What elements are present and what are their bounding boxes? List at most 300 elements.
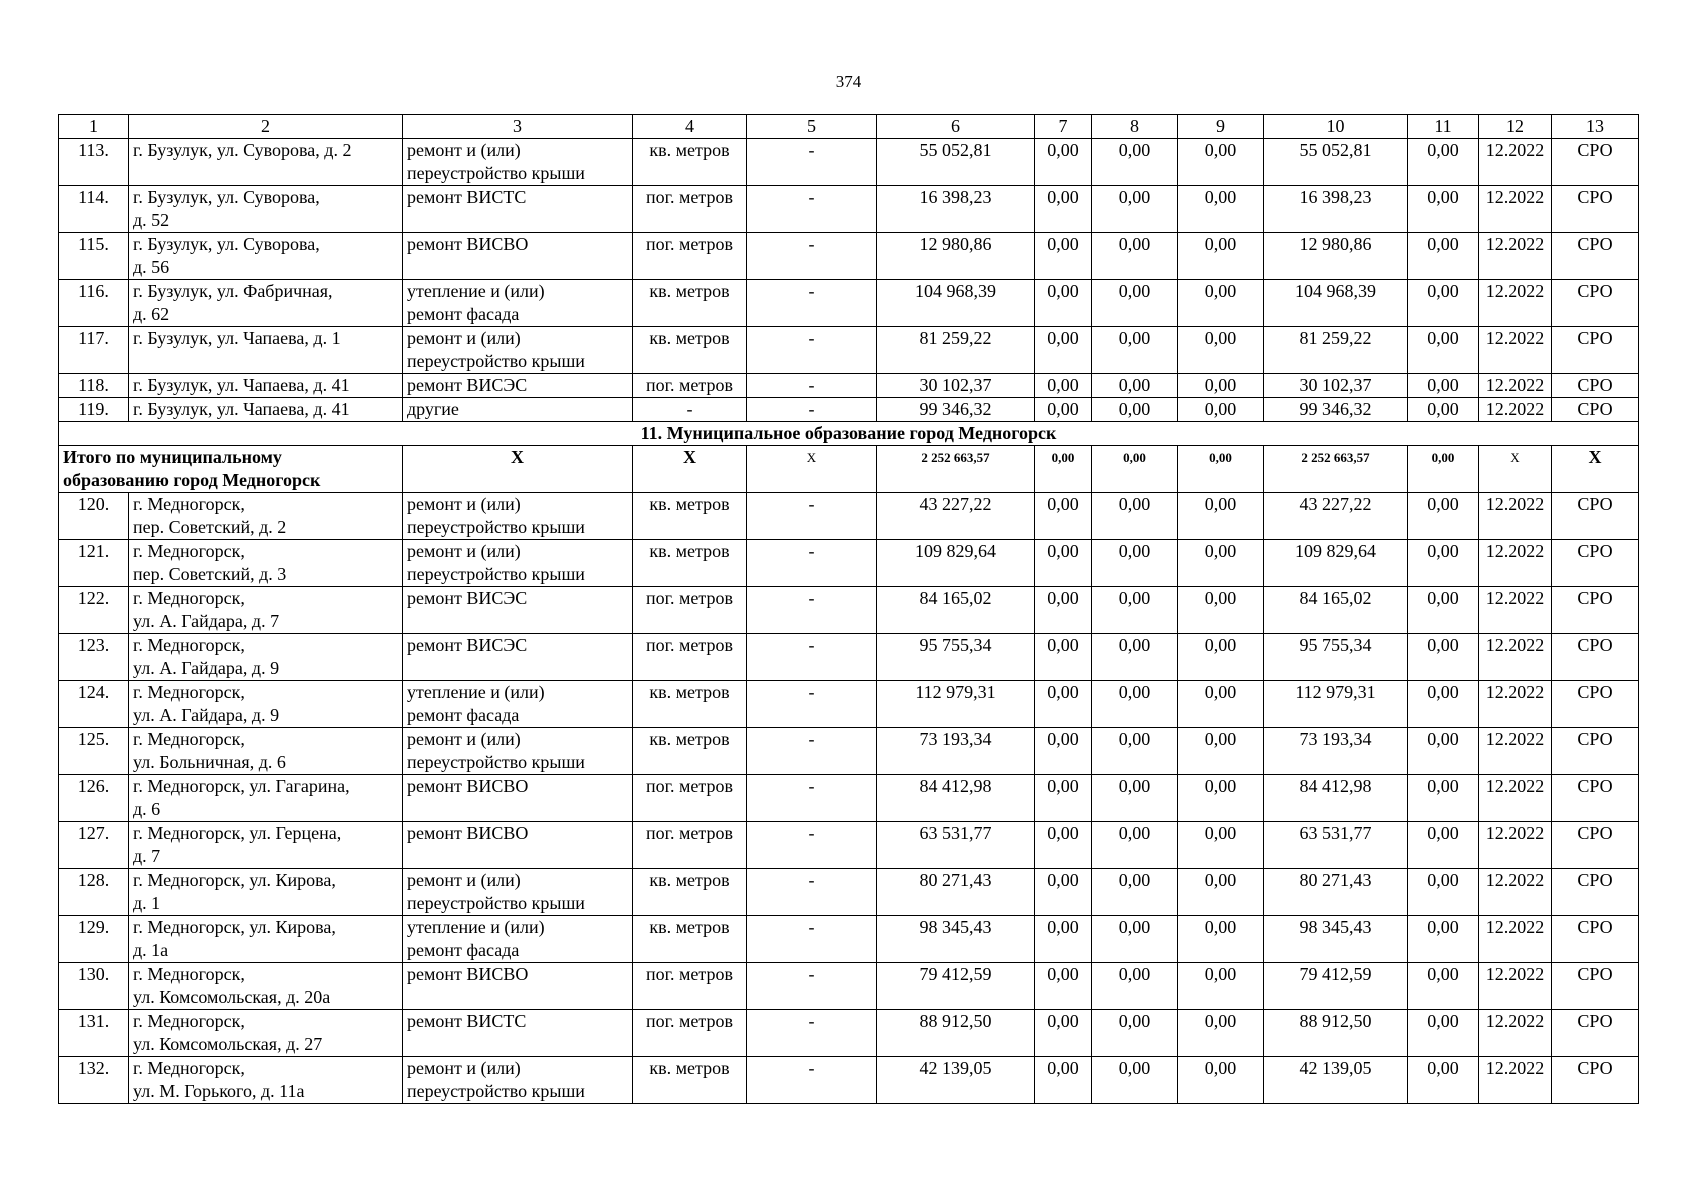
method-cell: СРО	[1552, 1010, 1639, 1057]
table-row	[59, 493, 1639, 540]
header-cell: 5	[747, 115, 877, 139]
unit-cell: пог. метров	[633, 587, 747, 634]
address-cell	[129, 916, 403, 963]
date-cell: 12.2022	[1479, 374, 1552, 398]
address-cell-line: ул. Комсомольская, д. 27	[133, 1034, 323, 1054]
col5-cell: -	[747, 327, 877, 374]
col7-cell: 0,00	[1035, 493, 1092, 540]
date-cell: 12.2022	[1479, 681, 1552, 728]
work-type-cell-line: утепление и (или)	[407, 281, 545, 301]
col7-cell: 0,00	[1035, 916, 1092, 963]
header-cell: 12	[1479, 115, 1552, 139]
col9-cell: 0,00	[1178, 1057, 1264, 1104]
address-cell-line: г. Медногорск, ул. Кирова,	[133, 917, 336, 937]
header-cell: 8	[1092, 115, 1178, 139]
cost-total-cell: 81 259,22	[877, 327, 1035, 374]
method-cell: СРО	[1552, 634, 1639, 681]
work-type-cell-line: переустройство крыши	[407, 564, 585, 584]
method-cell: СРО	[1552, 1057, 1639, 1104]
col8-cell: 0,00	[1092, 681, 1178, 728]
method-cell: СРО	[1552, 822, 1639, 869]
col9-cell: 0,00	[1178, 398, 1264, 422]
row-number: 125.	[59, 728, 129, 775]
cost-fund-cell: 95 755,34	[1264, 634, 1408, 681]
unit-cell: кв. метров	[633, 139, 747, 186]
work-type-cell	[403, 681, 633, 728]
page-number: 374	[835, 72, 862, 91]
address-cell	[129, 327, 403, 374]
address-cell-line: ул. М. Горького, д. 11а	[133, 1081, 305, 1101]
work-type-cell-line: переустройство крыши	[407, 163, 585, 183]
col5-cell: -	[747, 233, 877, 280]
address-cell	[129, 493, 403, 540]
table-row	[59, 398, 1639, 422]
col5-cell: -	[747, 634, 877, 681]
address-cell-line: г. Бузулук, ул. Суворова,	[133, 187, 320, 207]
cost-fund-cell: 98 345,43	[1264, 916, 1408, 963]
table-row	[59, 775, 1639, 822]
date-cell: 12.2022	[1479, 587, 1552, 634]
col11-cell: 0,00	[1408, 327, 1479, 374]
col7-cell: 0,00	[1035, 634, 1092, 681]
work-type-cell	[403, 374, 633, 398]
unit-cell: кв. метров	[633, 540, 747, 587]
work-type-cell-line: ремонт и (или)	[407, 729, 521, 749]
row-number: 115.	[59, 233, 129, 280]
unit-cell: кв. метров	[633, 681, 747, 728]
method-cell: СРО	[1552, 916, 1639, 963]
program-table	[58, 114, 1639, 1104]
col11-cell: 0,00	[1408, 775, 1479, 822]
work-type-cell-line: ремонт ВИСЭС	[407, 588, 528, 608]
row-number: 129.	[59, 916, 129, 963]
work-type-cell	[403, 233, 633, 280]
row-number: 118.	[59, 374, 129, 398]
total-col7: 0,00	[1035, 446, 1092, 493]
work-type-cell	[403, 634, 633, 681]
col11-cell: 0,00	[1408, 916, 1479, 963]
work-type-cell-line: ремонт фасада	[407, 304, 520, 324]
cost-fund-cell: 99 346,32	[1264, 398, 1408, 422]
address-cell	[129, 963, 403, 1010]
cost-fund-cell: 30 102,37	[1264, 374, 1408, 398]
col9-cell: 0,00	[1178, 280, 1264, 327]
cost-total-cell: 42 139,05	[877, 1057, 1035, 1104]
work-type-cell-line: ремонт и (или)	[407, 494, 521, 514]
work-type-cell-line: ремонт ВИСТС	[407, 1011, 527, 1031]
row-number: 127.	[59, 822, 129, 869]
table-row	[59, 1010, 1639, 1057]
work-type-cell-line: ремонт и (или)	[407, 541, 521, 561]
col9-cell: 0,00	[1178, 327, 1264, 374]
row-number: 122.	[59, 587, 129, 634]
table-row	[59, 916, 1639, 963]
col5-cell: -	[747, 540, 877, 587]
col5-cell: -	[747, 869, 877, 916]
address-cell-line: д. 7	[133, 846, 161, 866]
work-type-cell-line: другие	[407, 399, 459, 419]
col7-cell: 0,00	[1035, 540, 1092, 587]
table-row	[59, 822, 1639, 869]
total-col6: 2 252 663,57	[877, 446, 1035, 493]
col9-cell: 0,00	[1178, 186, 1264, 233]
row-number: 126.	[59, 775, 129, 822]
total-row	[59, 446, 1639, 493]
address-cell-line: д. 62	[133, 304, 170, 324]
header-cell: 9	[1178, 115, 1264, 139]
cost-fund-cell: 81 259,22	[1264, 327, 1408, 374]
address-cell	[129, 869, 403, 916]
table-row	[59, 186, 1639, 233]
col9-cell: 0,00	[1178, 822, 1264, 869]
table-row	[59, 540, 1639, 587]
row-number: 113.	[59, 139, 129, 186]
col7-cell: 0,00	[1035, 327, 1092, 374]
work-type-cell	[403, 139, 633, 186]
address-cell	[129, 540, 403, 587]
method-cell: СРО	[1552, 327, 1639, 374]
total-label-line: Итого по муниципальному	[63, 447, 282, 467]
date-cell: 12.2022	[1479, 963, 1552, 1010]
work-type-cell-line: ремонт и (или)	[407, 140, 521, 160]
header-cell: 6	[877, 115, 1035, 139]
col9-cell: 0,00	[1178, 681, 1264, 728]
unit-cell: кв. метров	[633, 327, 747, 374]
col11-cell: 0,00	[1408, 139, 1479, 186]
total-col3: Х	[403, 446, 633, 493]
address-cell	[129, 186, 403, 233]
col8-cell: 0,00	[1092, 540, 1178, 587]
col8-cell: 0,00	[1092, 493, 1178, 540]
col9-cell: 0,00	[1178, 540, 1264, 587]
work-type-cell-line: переустройство крыши	[407, 1081, 585, 1101]
cost-total-cell: 16 398,23	[877, 186, 1035, 233]
work-type-cell-line: ремонт ВИСВО	[407, 823, 529, 843]
unit-cell: кв. метров	[633, 1057, 747, 1104]
work-type-cell	[403, 1057, 633, 1104]
col8-cell: 0,00	[1092, 280, 1178, 327]
address-cell-line: г. Бузулук, ул. Чапаева, д. 41	[133, 399, 350, 419]
unit-cell: пог. метров	[633, 374, 747, 398]
work-type-cell	[403, 186, 633, 233]
method-cell: СРО	[1552, 869, 1639, 916]
col7-cell: 0,00	[1035, 1057, 1092, 1104]
address-cell-line: г. Медногорск,	[133, 729, 245, 749]
col8-cell: 0,00	[1092, 327, 1178, 374]
work-type-cell	[403, 540, 633, 587]
work-type-cell-line: ремонт фасада	[407, 940, 520, 960]
date-cell: 12.2022	[1479, 775, 1552, 822]
address-cell	[129, 374, 403, 398]
col5-cell: -	[747, 1010, 877, 1057]
work-type-cell	[403, 327, 633, 374]
total-col12: Х	[1479, 446, 1552, 493]
col9-cell: 0,00	[1178, 963, 1264, 1010]
col9-cell: 0,00	[1178, 493, 1264, 540]
col9-cell: 0,00	[1178, 916, 1264, 963]
total-col4: Х	[633, 446, 747, 493]
date-cell: 12.2022	[1479, 493, 1552, 540]
table-row	[59, 728, 1639, 775]
work-type-cell	[403, 587, 633, 634]
col8-cell: 0,00	[1092, 822, 1178, 869]
unit-cell: пог. метров	[633, 186, 747, 233]
row-number: 119.	[59, 398, 129, 422]
cost-fund-cell: 42 139,05	[1264, 1057, 1408, 1104]
row-number: 121.	[59, 540, 129, 587]
col9-cell: 0,00	[1178, 233, 1264, 280]
address-cell	[129, 587, 403, 634]
col11-cell: 0,00	[1408, 186, 1479, 233]
col7-cell: 0,00	[1035, 869, 1092, 916]
col8-cell: 0,00	[1092, 775, 1178, 822]
cost-fund-cell: 12 980,86	[1264, 233, 1408, 280]
method-cell: СРО	[1552, 681, 1639, 728]
work-type-cell-line: ремонт и (или)	[407, 870, 521, 890]
unit-cell: пог. метров	[633, 963, 747, 1010]
col8-cell: 0,00	[1092, 634, 1178, 681]
address-cell-line: ул. А. Гайдара, д. 7	[133, 611, 280, 631]
col11-cell: 0,00	[1408, 233, 1479, 280]
method-cell: СРО	[1552, 493, 1639, 540]
row-number: 131.	[59, 1010, 129, 1057]
col5-cell: -	[747, 398, 877, 422]
cost-total-cell: 104 968,39	[877, 280, 1035, 327]
cost-fund-cell: 16 398,23	[1264, 186, 1408, 233]
work-type-cell	[403, 1010, 633, 1057]
header-row	[59, 115, 1639, 139]
address-cell-line: г. Медногорск,	[133, 588, 245, 608]
address-cell	[129, 728, 403, 775]
col9-cell: 0,00	[1178, 587, 1264, 634]
address-cell-line: д. 6	[133, 799, 161, 819]
col11-cell: 0,00	[1408, 728, 1479, 775]
cost-fund-cell: 104 968,39	[1264, 280, 1408, 327]
col8-cell: 0,00	[1092, 869, 1178, 916]
header-cell: 7	[1035, 115, 1092, 139]
unit-cell: кв. метров	[633, 916, 747, 963]
cost-total-cell: 84 412,98	[877, 775, 1035, 822]
work-type-cell-line: ремонт ВИСЭС	[407, 635, 528, 655]
address-cell	[129, 398, 403, 422]
col5-cell: -	[747, 587, 877, 634]
col11-cell: 0,00	[1408, 822, 1479, 869]
address-cell	[129, 139, 403, 186]
total-label	[59, 446, 403, 493]
address-cell-line: ул. Больничная, д. 6	[133, 752, 286, 772]
date-cell: 12.2022	[1479, 1057, 1552, 1104]
work-type-cell-line: ремонт ВИСВО	[407, 234, 529, 254]
date-cell: 12.2022	[1479, 822, 1552, 869]
col5-cell: -	[747, 280, 877, 327]
unit-cell: кв. метров	[633, 280, 747, 327]
date-cell: 12.2022	[1479, 540, 1552, 587]
address-cell	[129, 1057, 403, 1104]
cost-fund-cell: 88 912,50	[1264, 1010, 1408, 1057]
address-cell	[129, 775, 403, 822]
cost-total-cell: 55 052,81	[877, 139, 1035, 186]
cost-total-cell: 79 412,59	[877, 963, 1035, 1010]
row-number: 116.	[59, 280, 129, 327]
work-type-cell-line: ремонт и (или)	[407, 1058, 521, 1078]
unit-cell: -	[633, 398, 747, 422]
address-cell-line: г. Бузулук, ул. Суворова, д. 2	[133, 140, 352, 160]
unit-cell: пог. метров	[633, 775, 747, 822]
col7-cell: 0,00	[1035, 398, 1092, 422]
cost-total-cell: 109 829,64	[877, 540, 1035, 587]
col5-cell: -	[747, 963, 877, 1010]
cost-fund-cell: 43 227,22	[1264, 493, 1408, 540]
col7-cell: 0,00	[1035, 186, 1092, 233]
address-cell-line: пер. Советский, д. 2	[133, 517, 287, 537]
date-cell: 12.2022	[1479, 327, 1552, 374]
work-type-cell	[403, 398, 633, 422]
address-cell-line: г. Медногорск,	[133, 494, 245, 514]
cost-total-cell: 112 979,31	[877, 681, 1035, 728]
date-cell: 12.2022	[1479, 398, 1552, 422]
col8-cell: 0,00	[1092, 587, 1178, 634]
address-cell	[129, 1010, 403, 1057]
col8-cell: 0,00	[1092, 1010, 1178, 1057]
address-cell-line: д. 1а	[133, 940, 169, 960]
col5-cell: -	[747, 775, 877, 822]
date-cell: 12.2022	[1479, 869, 1552, 916]
address-cell-line: д. 56	[133, 257, 170, 277]
total-col5: Х	[747, 446, 877, 493]
address-cell-line: г. Бузулук, ул. Чапаева, д. 41	[133, 375, 350, 395]
work-type-cell-line: ремонт ВИСТС	[407, 187, 527, 207]
total-col11: 0,00	[1408, 446, 1479, 493]
row-number: 130.	[59, 963, 129, 1010]
unit-cell: кв. метров	[633, 869, 747, 916]
date-cell: 12.2022	[1479, 1010, 1552, 1057]
address-cell-line: г. Бузулук, ул. Суворова,	[133, 234, 320, 254]
col5-cell: -	[747, 728, 877, 775]
header-cell: 4	[633, 115, 747, 139]
col5-cell: -	[747, 139, 877, 186]
table-row	[59, 233, 1639, 280]
col7-cell: 0,00	[1035, 233, 1092, 280]
total-col13: Х	[1552, 446, 1639, 493]
address-cell-line: ул. А. Гайдара, д. 9	[133, 658, 280, 678]
col11-cell: 0,00	[1408, 493, 1479, 540]
col11-cell: 0,00	[1408, 540, 1479, 587]
col5-cell: -	[747, 916, 877, 963]
table-row	[59, 280, 1639, 327]
cost-fund-cell: 80 271,43	[1264, 869, 1408, 916]
cost-total-cell: 73 193,34	[877, 728, 1035, 775]
unit-cell: кв. метров	[633, 728, 747, 775]
work-type-cell-line: ремонт ВИСЭС	[407, 375, 528, 395]
work-type-cell-line: ремонт фасада	[407, 705, 520, 725]
method-cell: СРО	[1552, 728, 1639, 775]
method-cell: СРО	[1552, 233, 1639, 280]
unit-cell: пог. метров	[633, 233, 747, 280]
row-number: 124.	[59, 681, 129, 728]
address-cell-line: д. 1	[133, 893, 161, 913]
col7-cell: 0,00	[1035, 775, 1092, 822]
date-cell: 12.2022	[1479, 186, 1552, 233]
address-cell	[129, 233, 403, 280]
date-cell: 12.2022	[1479, 634, 1552, 681]
row-number: 120.	[59, 493, 129, 540]
work-type-cell	[403, 493, 633, 540]
cost-fund-cell: 84 165,02	[1264, 587, 1408, 634]
cost-fund-cell: 84 412,98	[1264, 775, 1408, 822]
col7-cell: 0,00	[1035, 139, 1092, 186]
header-cell: 2	[129, 115, 403, 139]
method-cell: СРО	[1552, 775, 1639, 822]
cost-fund-cell: 79 412,59	[1264, 963, 1408, 1010]
table-row	[59, 634, 1639, 681]
section-header-row	[59, 422, 1639, 446]
col9-cell: 0,00	[1178, 374, 1264, 398]
col5-cell: -	[747, 493, 877, 540]
col5-cell: -	[747, 374, 877, 398]
col11-cell: 0,00	[1408, 681, 1479, 728]
header-cell: 10	[1264, 115, 1408, 139]
cost-fund-cell: 109 829,64	[1264, 540, 1408, 587]
col8-cell: 0,00	[1092, 398, 1178, 422]
col11-cell: 0,00	[1408, 634, 1479, 681]
col7-cell: 0,00	[1035, 822, 1092, 869]
unit-cell: пог. метров	[633, 1010, 747, 1057]
col8-cell: 0,00	[1092, 1057, 1178, 1104]
work-type-cell	[403, 916, 633, 963]
total-label-line: образованию город Медногорск	[63, 470, 321, 490]
col11-cell: 0,00	[1408, 963, 1479, 1010]
cost-total-cell: 88 912,50	[877, 1010, 1035, 1057]
col7-cell: 0,00	[1035, 681, 1092, 728]
cost-total-cell: 99 346,32	[877, 398, 1035, 422]
cost-total-cell: 84 165,02	[877, 587, 1035, 634]
method-cell: СРО	[1552, 398, 1639, 422]
col11-cell: 0,00	[1408, 869, 1479, 916]
total-col10: 2 252 663,57	[1264, 446, 1408, 493]
date-cell: 12.2022	[1479, 139, 1552, 186]
method-cell: СРО	[1552, 280, 1639, 327]
method-cell: СРО	[1552, 139, 1639, 186]
col5-cell: -	[747, 822, 877, 869]
unit-cell: пог. метров	[633, 634, 747, 681]
address-cell-line: г. Медногорск,	[133, 682, 245, 702]
address-cell-line: г. Бузулук, ул. Чапаева, д. 1	[133, 328, 341, 348]
col11-cell: 0,00	[1408, 398, 1479, 422]
col8-cell: 0,00	[1092, 963, 1178, 1010]
header-cell: 11	[1408, 115, 1479, 139]
col9-cell: 0,00	[1178, 775, 1264, 822]
col8-cell: 0,00	[1092, 916, 1178, 963]
table-row	[59, 1057, 1639, 1104]
address-cell-line: д. 52	[133, 210, 170, 230]
cost-total-cell: 12 980,86	[877, 233, 1035, 280]
cost-total-cell: 30 102,37	[877, 374, 1035, 398]
col9-cell: 0,00	[1178, 634, 1264, 681]
work-type-cell	[403, 869, 633, 916]
cost-total-cell: 80 271,43	[877, 869, 1035, 916]
cost-fund-cell: 112 979,31	[1264, 681, 1408, 728]
table-row	[59, 869, 1639, 916]
work-type-cell-line: переустройство крыши	[407, 752, 585, 772]
work-type-cell	[403, 822, 633, 869]
work-type-cell-line: переустройство крыши	[407, 351, 585, 371]
col5-cell: -	[747, 186, 877, 233]
col11-cell: 0,00	[1408, 374, 1479, 398]
col7-cell: 0,00	[1035, 728, 1092, 775]
date-cell: 12.2022	[1479, 233, 1552, 280]
work-type-cell-line: ремонт и (или)	[407, 328, 521, 348]
col8-cell: 0,00	[1092, 374, 1178, 398]
